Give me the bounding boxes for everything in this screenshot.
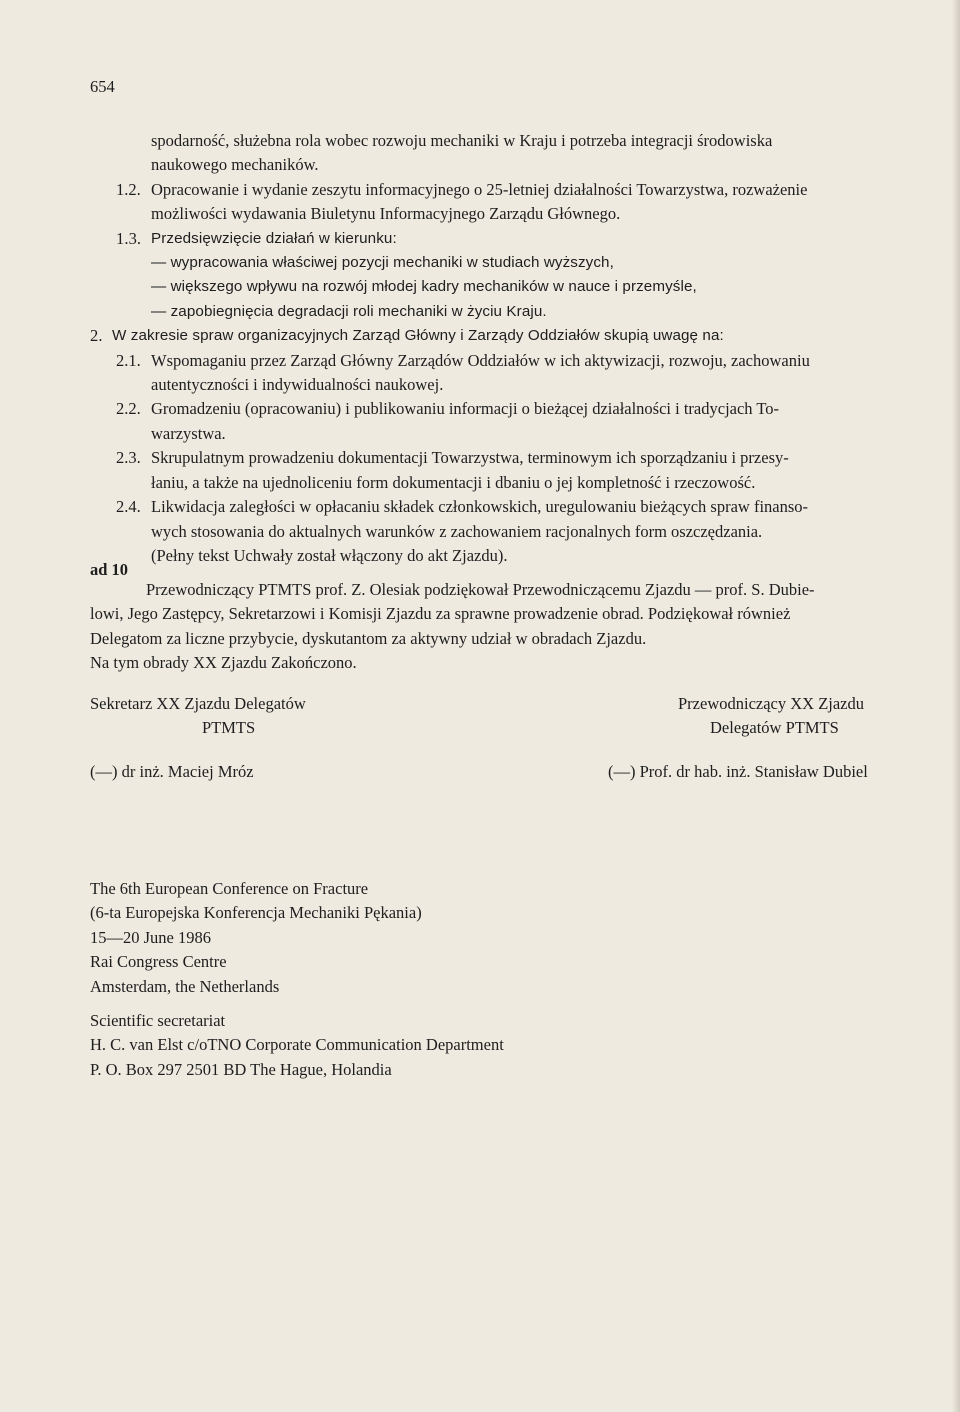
continuation-paragraph <box>90 129 940 178</box>
section-2-text: W zakresie spraw organizacyjnych Zarząd Główny i Zarządy Oddziałów skupią uwagę na: <box>112 327 724 345</box>
ad-10-line-3: Delegatom za liczne przybycie, dyskutantom za aktywny udział w obradach Zjazdu. <box>90 628 647 648</box>
item-2-3-number: 2.3. <box>116 448 141 468</box>
item-2-4 <box>90 495 940 568</box>
right-signatory-title: Przewodniczący XX Zjazdu <box>678 694 865 713</box>
conference-line-4: Rai Congress Centre <box>90 952 227 972</box>
item-2-3 <box>90 446 940 495</box>
continuation-line-2: naukowego mechaników. <box>151 155 319 175</box>
left-signatory-org: PTMTS <box>202 718 256 738</box>
item-1-2-line-1: Opracowanie i wydanie zeszytu informacyjnego o 25-letniej działalności Towarzystwa, rozważenie <box>151 179 808 199</box>
conference-line-1: The 6th European Conference on Fracture <box>90 879 369 898</box>
page-number: 654 <box>90 77 115 96</box>
item-1-2-number: 1.2. <box>116 179 141 199</box>
item-1-3-number: 1.3. <box>116 228 142 248</box>
item-2-1-line-1: Wspomaganiu przez Zarząd Główny Zarządów Oddziałów w ich aktywizacji, rozwoju, zachowaniu <box>151 350 810 370</box>
secretariat-line-3: P. O. Box 297 2501 BD The Hague, Holandia <box>90 1059 392 1079</box>
item-1-3 <box>90 227 940 251</box>
dash-item-2: — większego wpływu na rozwój młodej kadry mechaników w nauce i przemyśle, <box>151 278 697 296</box>
signature-block-right <box>678 692 864 741</box>
item-2-3-line-1: Skrupulatnym prowadzeniu dokumentacji Towarzystwa, terminowym ich sporządzaniu i przesy- <box>151 448 789 468</box>
ad-10-label: ad 10 <box>90 560 129 579</box>
item-2-1-line-2: autentyczności i indywidualności naukowej. <box>151 375 444 395</box>
item-2-2-line-2: warzystwa. <box>151 423 226 443</box>
section-1 <box>90 129 940 568</box>
conference-announcement <box>90 877 422 999</box>
item-2-4-number: 2.4. <box>116 497 141 517</box>
conference-line-2: (6-ta Europejska Konferencja Mechaniki Pękania) <box>90 903 422 923</box>
conference-line-5: Amsterdam, the Netherlands <box>90 976 280 996</box>
item-2-2 <box>90 397 940 446</box>
secretariat-block <box>90 1009 504 1082</box>
item-2-4-line-1: Likwidacja zaległości w opłacaniu składek członkowskich, uregulowaniu bieżących spraw finanso- <box>151 497 809 517</box>
conference-line-3: 15—20 June 1986 <box>90 927 211 947</box>
right-signatory-org: Delegatów PTMTS <box>710 718 839 738</box>
item-1-2-line-2: możliwości wydawania Biuletynu Informacyjnego Zarządu Głównego. <box>151 204 621 224</box>
right-signatory-name: (—) Prof. dr hab. inż. Stanisław Dubiel <box>608 762 868 781</box>
section-2-number: 2. <box>90 326 103 346</box>
ad-10-line-2: lowi, Jego Zastępcy, Sekretarzowi i Komisji Zjazdu za sprawne prowadzenie obrad. Podziękował również <box>90 604 791 624</box>
section-2-heading <box>90 324 940 348</box>
left-signatory-name: (—) dr inż. Maciej Mróz <box>90 762 254 781</box>
dash-item-1: — wypracowania właściwej pozycji mechaniki w studiach wyższych, <box>151 254 614 272</box>
continuation-line-1: spodarność, służebna rola wobec rozwoju mechaniki w Kraju i potrzeba integracji środowiska <box>151 131 773 150</box>
page-edge-shadow <box>952 0 960 1412</box>
secretariat-line-2: H. C. van Elst c/oTNO Corporate Communication Department <box>90 1035 504 1055</box>
ad-10-line-4: Na tym obrady XX Zjazdu Zakończono. <box>90 653 357 673</box>
item-2-4-line-2: wych stosowania do aktualnych warunków z zachowaniem racjonalnych form oszczędzania. <box>151 521 763 541</box>
left-signatory-title: Sekretarz XX Zjazdu Delegatów <box>90 694 306 713</box>
item-2-2-line-1: Gromadzeniu (opracowaniu) i publikowaniu informacji o bieżącej działalności i tradycjach To- <box>151 399 780 419</box>
item-2-1 <box>90 349 940 398</box>
secretariat-line-1: Scientific secretariat <box>90 1011 226 1030</box>
ad-10-paragraph <box>90 578 940 676</box>
item-1-2 <box>90 178 940 227</box>
item-2-3-line-2: łaniu, a także na ujednoliceniu form dokumentacji i dbaniu o jej kompletność i rzeczowość. <box>151 472 756 492</box>
item-2-4-line-3: (Pełny tekst Uchwały został włączony do akt Zjazdu). <box>151 545 508 565</box>
signature-block-left <box>90 692 306 741</box>
item-1-3-text: Przedsięwzięcie działań w kierunku: <box>151 229 397 247</box>
dash-item-3: — zapobiegnięcia degradacji roli mechaniki w życiu Kraju. <box>151 302 547 320</box>
ad-10-line-1: Przewodniczący PTMTS prof. Z. Olesiak podziękował Przewodniczącemu Zjazdu — prof. S. Dubie- <box>146 580 815 599</box>
item-2-2-number: 2.2. <box>116 399 141 419</box>
item-2-1-number: 2.1. <box>116 350 141 370</box>
